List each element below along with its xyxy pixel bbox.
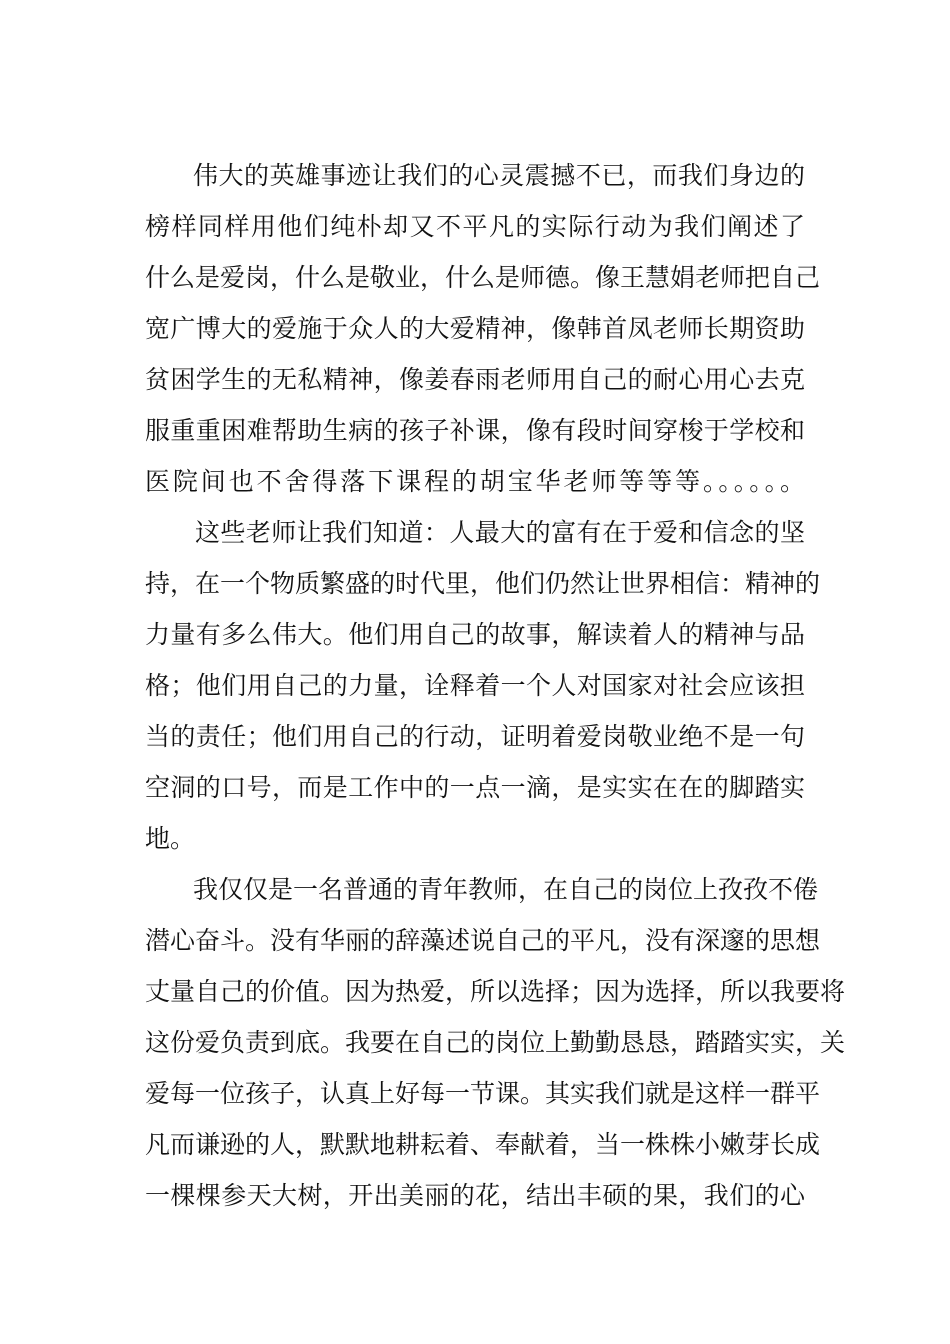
paragraph-1-line-7: 医院间也不舍得落下课程的胡宝华老师等等等。。。。。。	[145, 467, 805, 496]
paragraph-3-line-1: 我仅仅是一名普通的青年教师，在自己的岗位上孜孜不倦	[193, 875, 819, 904]
paragraph-3-line-4: 这份爱负责到底。我要在自己的岗位上勤勤恳恳，踏踏实实，关	[145, 1028, 846, 1057]
paragraph-1-line-6: 服重重困难帮助生病的孩子补课，像有段时间穿梭于学校和	[145, 416, 805, 445]
paragraph-2-line-4: 格；他们用自己的力量，诠释着一个人对国家对社会应该担	[145, 671, 805, 700]
paragraph-1-line-4: 宽广博大的爱施于众人的大爱精神，像韩首凤老师长期资助	[145, 314, 805, 343]
paragraph-1-line-3: 什么是爱岗，什么是敬业，什么是师德。像王慧娟老师把自己	[145, 263, 821, 292]
paragraph-2-line-1: 这些老师让我们知道：人最大的富有在于爱和信念的坚	[195, 518, 805, 547]
paragraph-3-line-6: 凡而谦逊的人，默默地耕耘着、奉献着，当一株株小嫩芽长成	[145, 1130, 821, 1159]
paragraph-1-line-1: 伟大的英雄事迹让我们的心灵震撼不已，而我们身边的	[193, 161, 805, 190]
document-body	[145, 150, 846, 1221]
paragraph-2-line-7: 地。	[145, 824, 196, 853]
paragraph-3-line-7: 一棵棵参天大树，开出美丽的花，结出丰硕的果，我们的心	[145, 1181, 805, 1210]
paragraph-3-line-5: 爱每一位孩子，认真上好每一节课。其实我们就是这样一群平	[145, 1079, 821, 1108]
paragraph-1-line-2: 榜样同样用他们纯朴却又不平凡的实际行动为我们阐述了	[145, 212, 805, 241]
paragraph-1-line-5: 贫困学生的无私精神，像姜春雨老师用自己的耐心用心去克	[145, 365, 805, 394]
paragraph-3-line-3: 丈量自己的价值。因为热爱，所以选择；因为选择，所以我要将	[145, 977, 846, 1006]
paragraph-2-line-5: 当的责任；他们用自己的行动，证明着爱岗敬业绝不是一句	[145, 722, 805, 751]
paragraph-2-line-2: 持，在一个物质繁盛的时代里，他们仍然让世界相信：精神的	[145, 569, 821, 598]
paragraph-3-line-2: 潜心奋斗。没有华丽的辞藻述说自己的平凡，没有深邃的思想	[145, 926, 821, 955]
paragraph-2-line-6: 空洞的口号，而是工作中的一点一滴，是实实在在的脚踏实	[145, 773, 805, 802]
paragraph-2-line-3: 力量有多么伟大。他们用自己的故事，解读着人的精神与品	[145, 620, 805, 649]
